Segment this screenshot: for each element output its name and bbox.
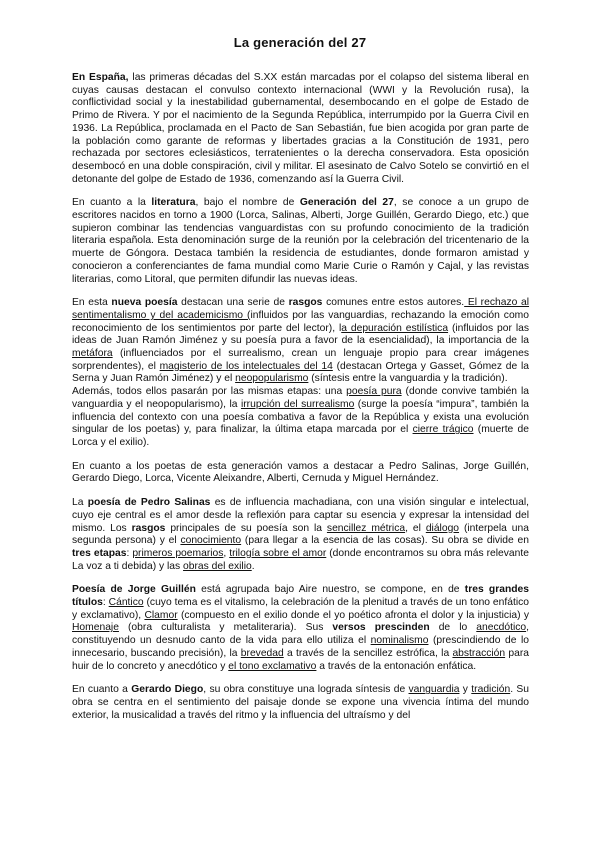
- underlined-text: poesía pura: [346, 386, 402, 398]
- underlined-text: metáfora: [72, 348, 113, 360]
- text-run: a través de la entonación enfática.: [316, 660, 477, 672]
- underlined-text: trilogía sobre el amor: [229, 547, 327, 559]
- para-etapas: [72, 386, 529, 450]
- text-run: En cuanto a los poetas de esta generación vamos a destacar a Pedro Salinas, Jorge Guillén, Gerardo Diego, Lorca, Vicente Aleixandre, Alberti, Cernuda y Miguel Hernández.: [72, 460, 529, 485]
- text-run: , constituyendo un desnudo canto de la vida para ello utiliza el: [72, 622, 529, 647]
- text-run: comunes entre estos autores.: [322, 297, 465, 309]
- underlined-text: tradición: [471, 684, 511, 696]
- text-run: (obra culturalista y metaliteraria). Sus: [118, 622, 333, 634]
- underlined-text: sencillez métrica: [326, 522, 406, 534]
- underlined-text: cierre trágico: [412, 424, 474, 436]
- text-run: a través de la sencillez estrófica, la: [283, 647, 453, 659]
- underlined-text: abstracción: [452, 647, 506, 659]
- text-run: (surge la poesía “impura”, también la influencia del contexto con una poesía combativa a favor de la República y exista una evolución singular de los poetas) y, para finalizar, la última etapa marcada por el: [72, 398, 530, 436]
- text-run: ,: [223, 547, 230, 559]
- text-run: y: [459, 684, 472, 696]
- para-poetas: [72, 461, 529, 486]
- underlined-text: El rechazo al sentimentalismo y del academicismo (: [72, 297, 530, 321]
- underlined-text: Homenaje: [72, 622, 119, 634]
- bold-text: versos prescinden: [332, 622, 430, 634]
- underlined-text: Clamor: [144, 609, 178, 621]
- para-guillen: [72, 584, 529, 673]
- bold-text: nueva poesía: [111, 297, 178, 309]
- page-title: La generación del 27: [233, 35, 367, 50]
- bold-text: Generación del 27: [299, 197, 394, 209]
- text-run: .: [251, 560, 255, 572]
- underlined-text: obras del exilio: [183, 560, 252, 572]
- para-diego: [72, 684, 529, 722]
- underlined-text: diálogo: [425, 522, 460, 534]
- text-run: , se conoce a un grupo de escritores nacidos en torno a 1900 (Lorca, Salinas, Alberti, Jorge Guillén, Gerardo Diego, etc.) que supieron combinar las tendencias vanguardistas con su profundo conocimiento de la tradición literaria española. Esta denominación surge de la reunión por la celebración del tricentenario de la muerte de Góngora. Destaca también la residencia de estudiantes, donde formaron amistad y conocieron a conferenciantes de fama mundial como Marie Curie o Ramón y Cajal, y las revistas literarias, como Litoral, que permiten difundir las nuevas ideas.: [72, 197, 530, 285]
- text-run: Además, todos ellos pasarán por las mismas etapas: una: [72, 386, 347, 398]
- underlined-text: anecdótico: [476, 622, 527, 634]
- bold-text: Gerardo Diego: [131, 684, 204, 696]
- document-body: [72, 72, 529, 733]
- bold-text: Poesía de Jorge Guillén: [72, 584, 196, 596]
- text-run: . Su obra se centra en el sentimiento del paisaje donde se expone una vivencia íntima del mundo exterior, la musicalidad a través del ritmo y la influencia del ultraísmo y del: [72, 684, 530, 721]
- text-run: de lo: [429, 622, 477, 634]
- text-run: (síntesis entre la vanguardia y la tradición).: [308, 373, 508, 385]
- text-run: para huir de lo concreto y anecdótico y: [72, 647, 529, 672]
- text-run: destacan una serie de: [177, 297, 289, 309]
- text-run: En cuanto a la: [72, 197, 152, 209]
- bold-text: literatura: [151, 197, 196, 209]
- text-run: (destacan Ortega y Gasset, Gómez de la Serna y Juan Ramón Jiménez) y el: [72, 360, 529, 385]
- text-run: :: [126, 547, 133, 559]
- underlined-text: vanguardia: [408, 684, 460, 696]
- text-run: principales de su poesía son la: [165, 522, 327, 534]
- text-run: (donde convive también la vanguardia y el neopopularismo), la: [72, 386, 529, 410]
- bold-text: rasgos: [131, 522, 166, 534]
- bold-text: En España,: [72, 72, 129, 83]
- underlined-text: Cántico: [108, 597, 144, 609]
- text-run: (interpela una segunda persona) y el: [72, 522, 529, 547]
- underlined-text: nominalismo: [370, 635, 429, 647]
- text-run: En esta: [72, 297, 112, 309]
- text-run: (cuyo tema es el vitalismo, la celebración de la plenitud a través de un tono enfático y exclamativo),: [72, 597, 529, 621]
- text-run: (influidos por las ideas de Juan Ramón Jiménez y su poesía pura a favor de la esencialidad), la importancia de la: [72, 322, 529, 347]
- text-run: , el: [405, 522, 426, 534]
- text-run: (influenciados por el surrealismo, crean un lenguaje propio para crear imágenes sorprendentes), el: [72, 348, 529, 372]
- bold-text: rasgos: [288, 297, 323, 309]
- text-run: influidos por las vanguardias, rechazando la emoción como reconocimiento de los sentimientos por parte del lector), l: [72, 309, 529, 334]
- bold-text: tres etapas: [72, 547, 127, 559]
- underlined-text: neopopularismo: [235, 373, 309, 385]
- text-run: , bajo el nombre de: [195, 197, 300, 209]
- para-contexto: [72, 72, 529, 186]
- underlined-text: a depuración estilística: [341, 322, 449, 334]
- text-run: (donde encontramos su obra más relevante La voz a ti debida) y las: [72, 547, 529, 572]
- text-run: (muerte de Lorca y el exilio).: [72, 424, 530, 448]
- text-run: En cuanto a: [72, 684, 132, 696]
- para-nueva-poesia: [72, 297, 529, 386]
- underlined-text: el tono exclamativo: [228, 660, 317, 672]
- text-run: las primeras décadas del S.XX están marcadas por el colapso del sistema liberal en cuyas causas destacan el convulso contexto internacional (WWI y la Revolución rusa), la conflictividad social y la inestabilidad gubernamental, desembocando en el golpe de Estado de Primo de Rivera. Y por el nacimiento de la Segunda República, interrumpido por la Guerra Civil en 1936. La República, proclamada en el Pacto de San Sebastián, fue bien acogida por gran parte de la población como garante de reformas y libertades gracias a la Constitución de 1931, pero rechazada por sectores eclesiásticos, terratenientes o la derecha conservadora. Esta oposición desembocó en una doble conspiración, civil y militar. El asesinato de Calvo Sotelo se convirtió en el detonante del golpe de Estado de 1936, comenzando así la Guerra Civil.: [72, 72, 529, 185]
- text-run: (prescindiendo de lo innecesario, buscando precisión), la: [72, 635, 529, 659]
- bold-text: tres grandes títulos: [72, 584, 529, 609]
- text-run: está agrupada bajo Aire nuestro, se compone, en de: [195, 584, 465, 596]
- text-run: :: [102, 597, 109, 609]
- underlined-text: magisterio de los intelectuales del 14: [159, 360, 333, 372]
- underlined-text: irrupción del surrealismo: [240, 398, 355, 410]
- text-run: (compuesto en el exilio donde el yo poético afronta el dolor y la injusticia) y: [177, 609, 529, 621]
- underlined-text: brevedad: [240, 647, 284, 659]
- para-salinas: [72, 497, 529, 573]
- bold-text: poesía de Pedro Salinas: [87, 497, 211, 509]
- para-literatura: [72, 197, 529, 286]
- text-run: , su obra constituye una lograda síntesis de: [203, 684, 409, 696]
- underlined-text: conocimiento: [180, 535, 242, 547]
- text-run: La: [72, 497, 88, 509]
- text-run: (para llegar a la esencia de las cosas). Su obra se divide en: [241, 535, 529, 547]
- text-run: es de influencia machadiana, con una visión singular e intelectual, cuyo eje central es el amor desde la reflexión para captar su esencia y expresar la intensidad del mismo. Los: [72, 497, 529, 534]
- underlined-text: primeros poemarios: [132, 547, 224, 559]
